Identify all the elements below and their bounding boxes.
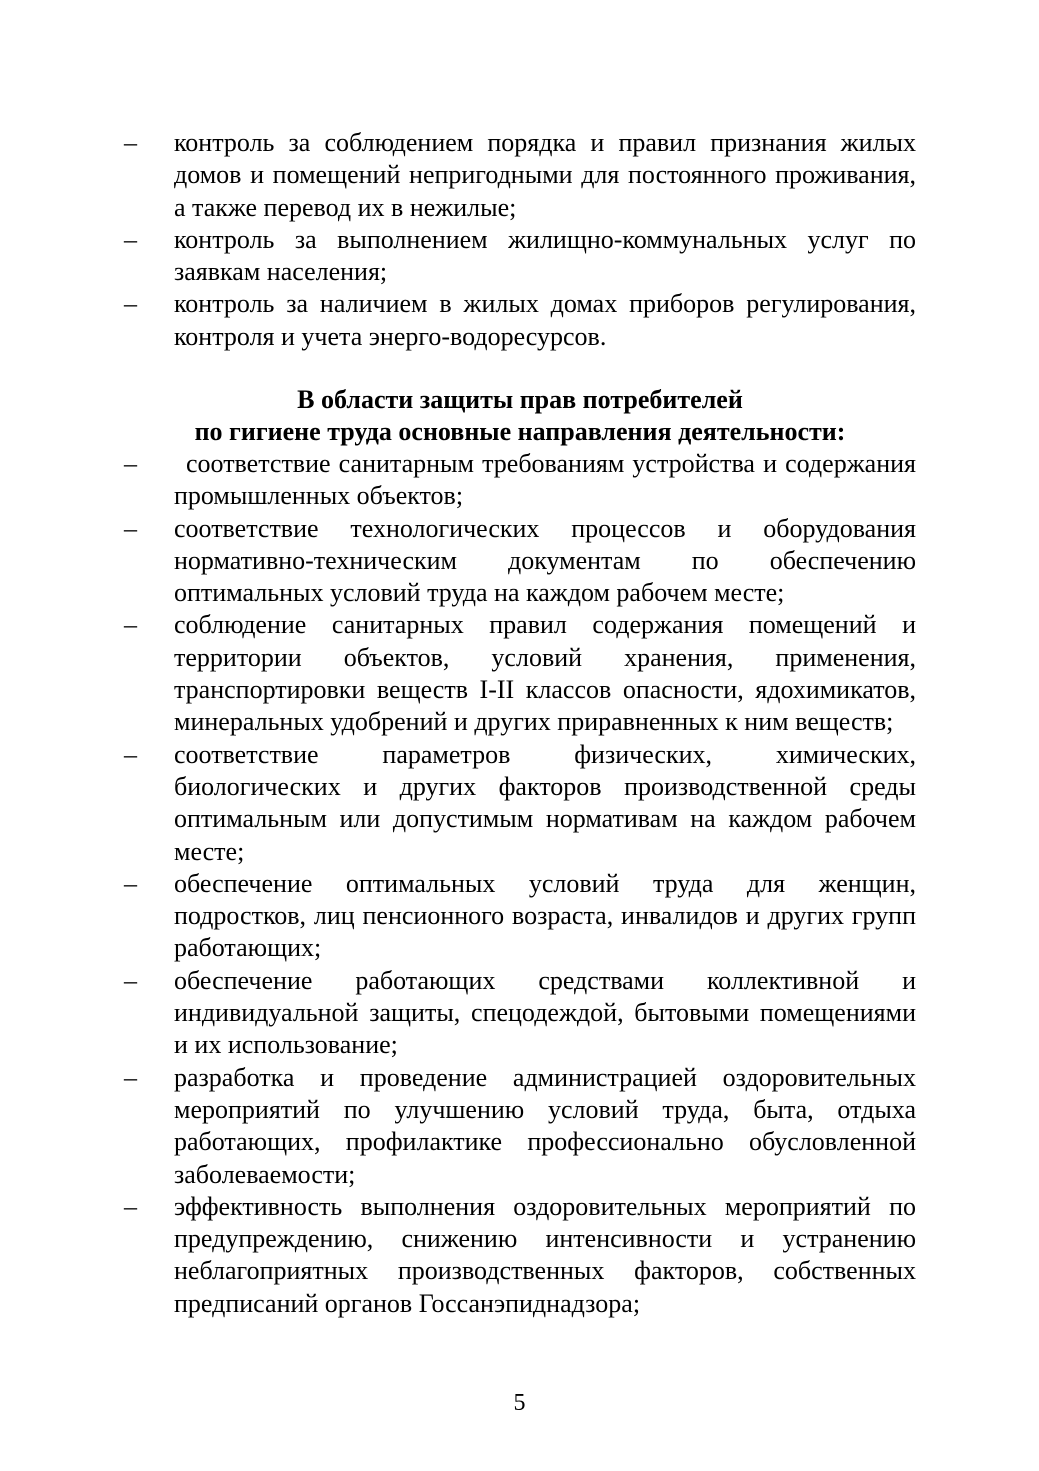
list-item-text: обеспечение работающих средствами коллективной и индивидуальной защиты, спецодеждой, бытовыми помещениями и их использование; xyxy=(174,965,916,1060)
list-dash: – xyxy=(124,610,137,640)
list-item xyxy=(124,448,916,513)
list-item xyxy=(124,288,916,353)
list-item-text: контроль за соблюдением порядка и правил признания жилых домов и помещений непригодными для постоянного проживания, а также перевод их в нежилые; xyxy=(174,128,916,222)
list-item xyxy=(124,1062,916,1191)
list-item-text: обеспечение оптимальных условий труда для женщин, подростков, лиц пенсионного возраста, инвалидов и других групп работающих; xyxy=(174,868,916,963)
list-dash: – xyxy=(124,224,137,254)
list-item xyxy=(124,513,916,610)
list-item-text: контроль за наличием в жилых домах приборов регулирования, контроля и учета энерго-водоресурсов. xyxy=(174,289,916,351)
list-item-text: эффективность выполнения оздоровительных мероприятий по предупреждению, снижению интенсивности и устранению неблагоприятных производственных факторов, собственных предписаний органов Госсанэпиднадзора; xyxy=(174,1191,916,1318)
list-dash: – xyxy=(124,739,137,769)
list-dash: – xyxy=(124,868,137,898)
page-number: 5 xyxy=(513,1390,526,1416)
section-heading-line-2: по гигиене труда основные направления деятельности: xyxy=(194,417,846,447)
list-dash: – xyxy=(124,289,137,319)
list-main xyxy=(124,448,916,1320)
section-heading-line-1: В области защиты прав потребителей xyxy=(297,385,743,414)
list-dash: – xyxy=(124,128,137,157)
list-top xyxy=(124,127,916,353)
list-main-block xyxy=(124,448,916,1320)
list-item-text: соответствие параметров физических, химических, биологических и других факторов производственной среды оптимальным или допустимым нормативам на каждом рабочем месте; xyxy=(174,739,916,866)
list-dash: – xyxy=(124,513,137,543)
list-top-block xyxy=(124,127,916,353)
list-item xyxy=(124,739,916,868)
list-dash: – xyxy=(124,1191,137,1221)
list-item xyxy=(124,965,916,1062)
section-heading xyxy=(124,384,916,449)
list-item xyxy=(124,127,916,224)
list-dash: – xyxy=(124,965,137,995)
list-dash: – xyxy=(124,1062,137,1092)
list-item-text: разработка и проведение администрацией оздоровительных мероприятий по улучшению условий труда, быта, отдыха работающих, профилактике профессионально обусловленной заболеваемости; xyxy=(174,1062,916,1189)
list-item-text: контроль за выполнением жилищно-коммунальных услуг по заявкам населения; xyxy=(174,224,916,287)
list-item-text: соответствие технологических процессов и оборудования нормативно-техническим документам по обеспечению оптимальных условий труда на каждом рабочем месте; xyxy=(174,513,916,608)
list-item xyxy=(124,224,916,289)
list-item xyxy=(124,868,916,965)
list-item xyxy=(124,609,916,738)
list-item-text: соблюдение санитарных правил содержания помещений и территории объектов, условий хранения, применения, транспортировки веществ I-II классов опасности, ядохимикатов, минеральных удобрений и других приравненных к ним веществ; xyxy=(174,610,916,737)
list-dash: – xyxy=(124,449,137,478)
list-item-text: соответствие санитарным требованиям устройства и содержания промышленных объектов; xyxy=(174,449,916,511)
list-item xyxy=(124,1191,916,1320)
